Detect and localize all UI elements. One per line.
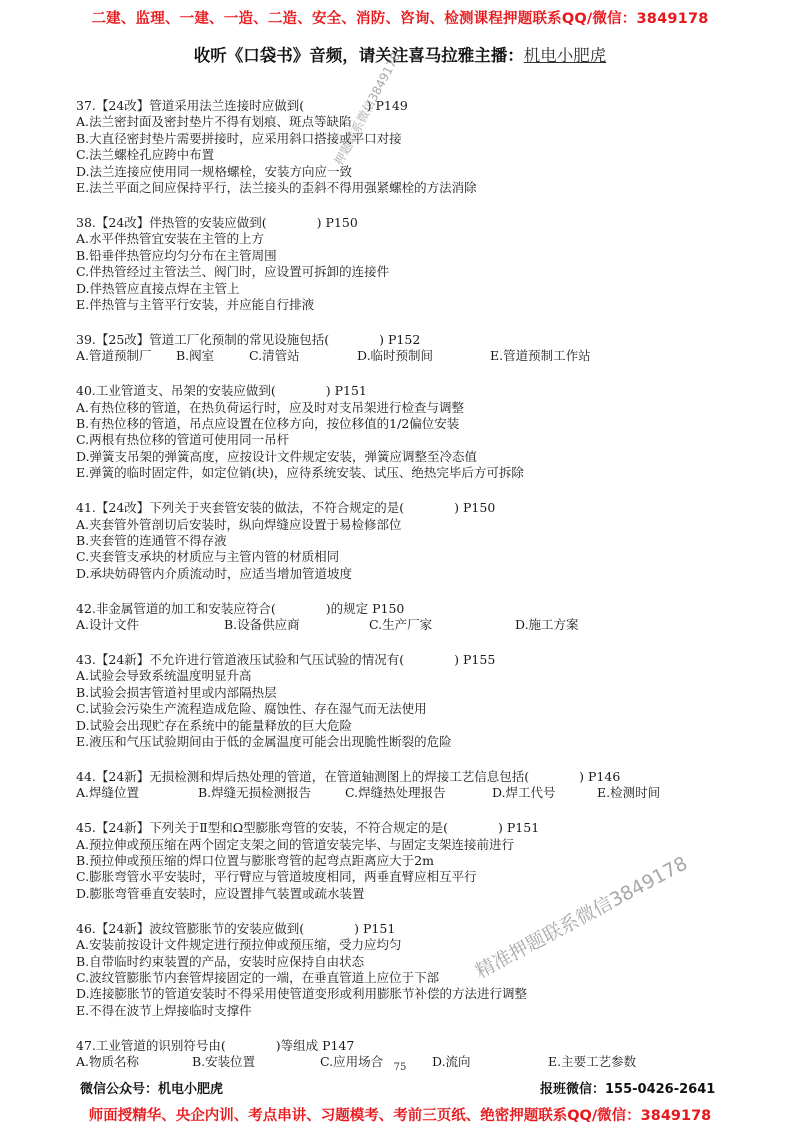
footer-enroll-contact: 报班微信：155-0426-2641 bbox=[540, 1082, 716, 1097]
option-a: A.物质名称 bbox=[76, 1054, 140, 1070]
option-d: D.膨胀弯管垂直安装时，应设置排气装置或疏水装置 bbox=[76, 885, 365, 901]
option-a: A.焊缝位置 bbox=[76, 785, 140, 801]
host-name-link[interactable]: 机电小肥虎 bbox=[523, 46, 607, 65]
option-c: C.法兰螺栓孔应跨中布置 bbox=[76, 147, 215, 163]
option-a: A.试验会导致系统温度明显升高 bbox=[76, 668, 252, 684]
option-b: B.预拉伸或预压缩的焊口位置与膨胀弯管的起弯点距离应大于2m bbox=[76, 853, 434, 869]
option-e: E.检测时间 bbox=[597, 785, 661, 801]
option-e: E.主要工艺参数 bbox=[548, 1054, 637, 1070]
top-promo-banner: 二建、监理、一建、一造、二造、安全、消防、咨询、检测课程押题联系QQ/微信：3849178 bbox=[91, 11, 709, 27]
question-46 bbox=[76, 921, 716, 1019]
question-stem: 40.工业管道支、吊架的安装应做到( ) P151 bbox=[76, 383, 367, 399]
option-c: C.试验会污染生产流程造成危险、腐蚀性、存在湿气而无法使用 bbox=[76, 701, 427, 717]
question-stem: 45.【24新】下列关于Ⅱ型和Ω型膨胀弯管的安装，不符合规定的是( ) P151 bbox=[76, 820, 540, 836]
question-42 bbox=[76, 601, 716, 634]
question-41 bbox=[76, 500, 716, 582]
option-a: A.法兰密封面及密封垫片不得有划痕、斑点等缺陷 bbox=[76, 114, 352, 130]
question-stem: 42.非金属管道的加工和安装应符合( )的规定 P150 bbox=[76, 600, 405, 616]
question-stem: 39.【25改】管道工厂化预制的常见设施包括( ) P152 bbox=[76, 331, 421, 347]
option-c: C.膨胀弯管水平安装时，平行臂应与管道坡度相同，两垂直臂应相互平行 bbox=[76, 869, 477, 885]
option-c: C.夹套管支承块的材质应与主管内管的材质相同 bbox=[76, 549, 340, 565]
option-c: C.应用场合 bbox=[320, 1054, 384, 1070]
option-b: B.设备供应商 bbox=[224, 617, 300, 633]
option-a: A.水平伴热管宜安装在主管的上方 bbox=[76, 231, 265, 247]
option-d: D.法兰连接应使用同一规格螺栓，安装方向应一致 bbox=[76, 163, 353, 179]
option-e: E.伴热管与主管平行安装，并应能自行排液 bbox=[76, 296, 315, 312]
option-d: D.施工方案 bbox=[515, 617, 579, 633]
question-stem: 47.工业管道的识别符号由( )等组成 P147 bbox=[76, 1037, 355, 1053]
option-c: C.焊缝热处理报告 bbox=[345, 785, 446, 801]
option-a: A.管道预制厂 bbox=[76, 348, 152, 364]
question-list bbox=[76, 98, 716, 1071]
page-number: 75 bbox=[393, 1062, 407, 1073]
watermark-small: 押题联系微信3849178 bbox=[331, 50, 404, 168]
option-e: E.不得在波节上焊接临时支撑件 bbox=[76, 1002, 252, 1018]
option-c: C.生产厂家 bbox=[369, 617, 433, 633]
question-stem: 43.【24新】不允许进行管道液压试验和气压试验的情况有( ) P155 bbox=[76, 651, 496, 667]
option-b: B.自带临时约束装置的产品，安装时应保持自由状态 bbox=[76, 953, 365, 969]
option-row bbox=[76, 348, 716, 364]
option-e: E.法兰平面之间应保持平行，法兰接头的歪斜不得用强紧螺栓的方法消除 bbox=[76, 180, 477, 196]
option-c: C.波纹管膨胀节内套管焊接固定的一端，在垂直管道上应位于下部 bbox=[76, 969, 440, 985]
option-a: A.预拉伸或预压缩在两个固定支架之间的管道安装完毕、与固定支架连接前进行 bbox=[76, 836, 515, 852]
question-stem: 44.【24新】无损检测和焊后热处理的管道，在管道轴测图上的焊接工艺信息包括( ) P146 bbox=[76, 768, 621, 784]
option-b: B.焊缝无损检测报告 bbox=[198, 785, 312, 801]
option-c: C.伴热管经过主管法兰、阀门时，应设置可拆卸的连接件 bbox=[76, 264, 390, 280]
option-d: D.伴热管应直接点焊在主管上 bbox=[76, 280, 240, 296]
option-e: E.液压和气压试验期间由于低的金属温度可能会出现脆性断裂的危险 bbox=[76, 734, 452, 749]
question-39 bbox=[76, 332, 716, 365]
option-c: C.清管站 bbox=[249, 348, 300, 364]
bottom-promo-banner: 师面授精华、央企内训、考点串讲、习题模考、考前三页纸、绝密押题联系QQ/微信：3849178 bbox=[88, 1108, 712, 1124]
question-43 bbox=[76, 652, 716, 750]
option-d: D.弹簧支吊架的弹簧高度，应按设计文件规定安装，弹簧应调整至冷态值 bbox=[76, 448, 478, 464]
option-b: B.阀室 bbox=[176, 348, 215, 364]
option-b: B.夹套管的连通管不得存液 bbox=[76, 532, 227, 548]
question-stem: 46.【24新】波纹管膨胀节的安装应做到( ) P151 bbox=[76, 920, 396, 936]
question-stem: 37.【24改】管道采用法兰连接时应做到( ) P149 bbox=[76, 98, 408, 113]
option-b: B.有热位移的管道，吊点应设置在位移方向，按位移值的1/2偏位安装 bbox=[76, 416, 460, 431]
question-44 bbox=[76, 769, 716, 802]
option-a: A.设计文件 bbox=[76, 617, 140, 633]
option-b: B.安装位置 bbox=[192, 1054, 256, 1070]
question-40 bbox=[76, 383, 716, 481]
option-b: B.大直径密封垫片需要拼接时，应采用斜口搭接或平口对接 bbox=[76, 130, 402, 146]
option-a: A.有热位移的管道，在热负荷运行时，应及时对支吊架进行检查与调整 bbox=[76, 399, 465, 415]
footer-wechat-account: 微信公众号：机电小肥虎 bbox=[80, 1082, 224, 1097]
option-b: B.试验会损害管道衬里或内部隔热层 bbox=[76, 684, 277, 700]
option-e: E.弹簧的临时固定件，如定位销(块)，应待系统安装、试压、绝热完毕后方可拆除 bbox=[76, 465, 524, 481]
question-stem: 38.【24改】伴热管的安装应做到( ) P150 bbox=[76, 214, 358, 230]
option-d: D.试验会出现贮存在系统中的能量释放的巨大危险 bbox=[76, 717, 353, 733]
option-c: C.两根有热位移的管道可使用同一吊杆 bbox=[76, 432, 290, 448]
audio-subscribe-banner bbox=[0, 42, 800, 66]
option-row bbox=[76, 785, 716, 801]
question-45 bbox=[76, 820, 716, 902]
question-stem: 41.【24改】下列关于夹套管安装的做法，不符合规定的是( ) P150 bbox=[76, 500, 496, 516]
option-d: D.焊工代号 bbox=[492, 785, 556, 801]
question-38 bbox=[76, 215, 716, 313]
option-row bbox=[76, 617, 716, 633]
option-b: B.铅垂伴热管应均匀分布在主管周围 bbox=[76, 247, 277, 263]
option-a: A.夹套管外管剖切后安装时，纵向焊缝应设置于易检修部位 bbox=[76, 516, 402, 532]
option-d: D.流向 bbox=[432, 1054, 471, 1070]
question-37 bbox=[76, 98, 716, 196]
option-d: D.连接膨胀节的管道安装时不得采用使管道变形或利用膨胀节补偿的方法进行调整 bbox=[76, 986, 528, 1002]
option-e: E.管道预制工作站 bbox=[490, 348, 591, 364]
option-d: D.承块妨碍管内介质流动时，应适当增加管道坡度 bbox=[76, 565, 353, 581]
option-a: A.安装前按设计文件规定进行预拉伸或预压缩，受力应均匀 bbox=[76, 937, 402, 953]
sub-banner-text: 收听《口袋书》音频，请关注喜马拉雅主播： bbox=[193, 46, 524, 65]
watermark-large: 精准押题联系微信3849178 bbox=[471, 852, 692, 983]
option-d: D.临时预制间 bbox=[357, 348, 434, 364]
